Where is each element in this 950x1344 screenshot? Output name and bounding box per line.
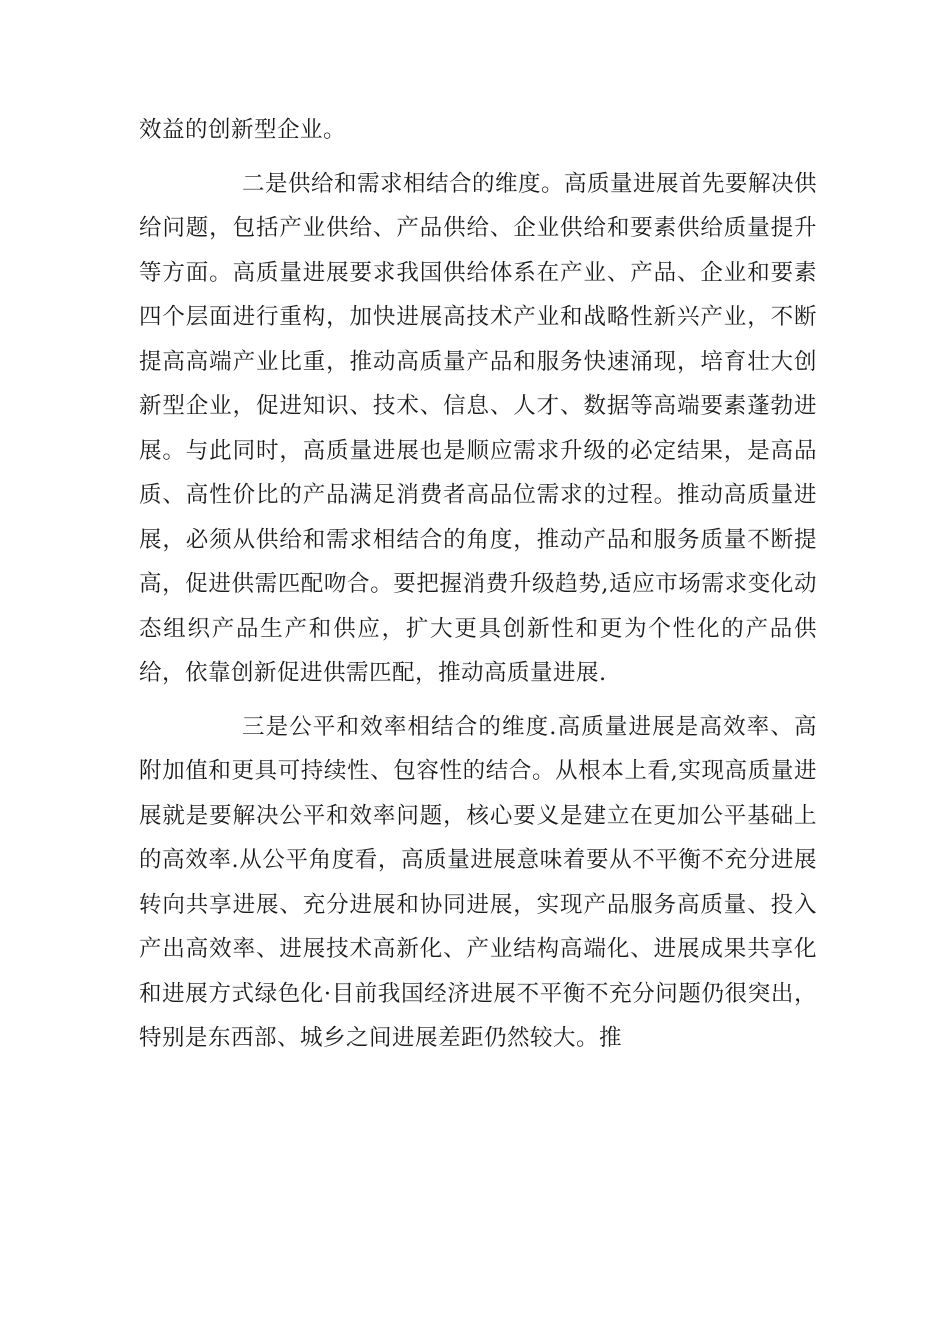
paragraph-supply-demand: 二是供给和需求相结合的维度。高质量进展首先要解决供给问题，包括产业供给、产品供给、企业供给和要素供给质量提升等方面。高质量进展要求我国供给体系在产业、产品、企业和要素四个层面进行重构，加快进展高技术产业和战略性新兴产业，不断提高高端产业比重，推动高质量产品和服务快速涌现，培育壮大创新型企业，促进知识、技术、信息、人才、数据等高端要素蓬勃进展。与此同时，高质量进展也是顺应需求升级的必定结果，是高品质、高性价比的产品满足消费者高品位需求的过程。推动高质量进展，必须从供给和需求相结合的角度，推动产品和服务质量不断提高，促进供需匹配吻合。要把握消费升级趋势,适应市场需求变化动态组织产品生产和供应，扩大更具创新性和更为个性化的产品供给，依靠创新促进供需匹配，推动高质量进展. [139,170,818,686]
paragraph-continuation: 效益的创新型企业。 [139,117,347,143]
paragraph-gap [139,153,817,162]
paragraph-gap [139,696,817,705]
document-body [139,108,817,1061]
paragraph-fairness-efficiency: 三是公平和效率相结合的维度.高质量进展是高效率、高附加值和更具可持续性、包容性的结合。从根本上看,实现高质量进展就是要解决公平和效率问题，核心要义是建立在更加公平基础上的高效率.从公平角度看，高质量进展意味着要从不平衡不充分进展转向共享进展、充分进展和协同进展，实现产品服务高质量、投入产出高效率、进展技术高新化、产业结构高端化、进展成果共享化和进展方式绿色化·目前我国经济进展不平衡不充分问题仍很突出，特别是东西部、城乡之间进展差距仍然较大。推 [139,713,817,1051]
